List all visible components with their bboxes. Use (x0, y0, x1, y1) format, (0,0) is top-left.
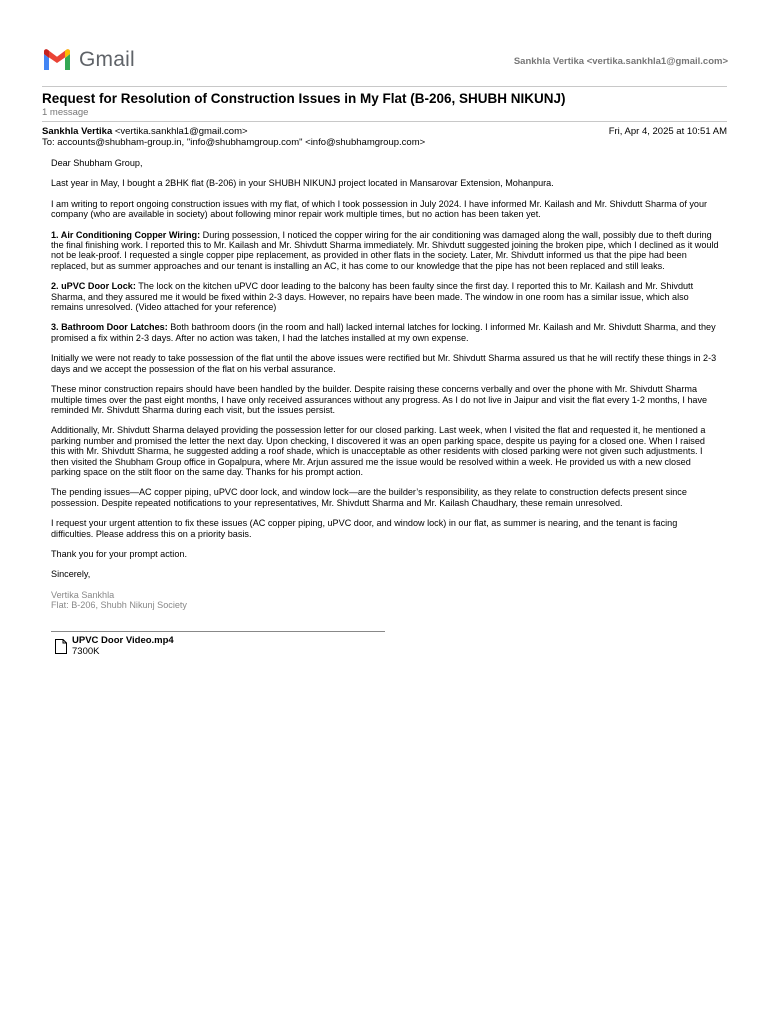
sender-line (42, 126, 248, 137)
issue-3 (51, 322, 719, 343)
sender-name: Sankhla Vertika (42, 126, 113, 137)
sender-email: <vertika.sankhla1@gmail.com> (114, 126, 248, 137)
file-icon (55, 639, 67, 654)
signature-flat: Flat: B-206, Shubh Nikunj Society (51, 600, 187, 611)
issue-1 (51, 230, 719, 272)
attachment-divider (51, 631, 385, 632)
body-paragraph: Initially we were not ready to take possession of the flat until the above issues were rectified but Mr. Shivdutt Sharma assured us that he will rectify these things in 2-3 days and we accept the possession of the flat on his verbal assurance. (51, 353, 717, 374)
email-subject: Request for Resolution of Construction Issues in My Flat (B-206, SHUBH NIKUNJ) (42, 91, 566, 106)
body-paragraph: Thank you for your prompt action. (51, 548, 187, 559)
recipients-line: To: accounts@shubham-group.in, "info@shubhamgroup.com" <info@shubhamgroup.com> (42, 137, 426, 148)
gmail-wordmark: Gmail (79, 48, 135, 71)
account-label: Sankhla Vertika <vertika.sankhla1@gmail.com> (513, 56, 728, 67)
body-paragraph: These minor construction repairs should have been handled by the builder. Despite raising these concerns verbally and over the phone with Mr. Shivdutt Sharma multiple times over the past eight months, I have only received assurances without any progress. As I do not live in Jaipur and visit the flat every 1-2 months, I have reminded Mr. Shivdutt Sharma during each visit, but the issues persist. (51, 384, 708, 415)
issue-title: 1. Air Conditioning Copper Wiring: (51, 229, 201, 240)
attachment[interactable] (55, 635, 174, 657)
body-paragraph: The pending issues—AC copper piping, uPVC door lock, and window lock—are the builder’s responsibility, as they relate to construction defects present since possession. Despite repeated notifications to your representatives, Mr. Shivdutt Sharma and Mr. Kailash Chaudhary, these remain unresolved. (51, 487, 687, 508)
body-paragraph: I am writing to report ongoing construction issues with my flat, of which I took possession in July 2024. I have informed Mr. Kailash and Mr. Shivdutt Sharma of your company (who are available in society) about following minor repair work multiple times, but no action has been taken yet. (51, 198, 708, 220)
greeting: Dear Shubham Group, (51, 158, 143, 168)
issue-2 (51, 281, 719, 312)
message-count: 1 message (42, 107, 89, 118)
message-body (51, 158, 719, 611)
attachment-info (72, 635, 174, 657)
signature (51, 590, 719, 611)
body-paragraph: Additionally, Mr. Shivdutt Sharma delayed providing the possession letter for our closed parking. Last week, when I visited the flat and requested it, he mentioned a parking number and promised the letter the next day. Upon checking, I discovered it was an open parking space, despite us paying for a closed one. When I raised this with Mr. Shivdutt Sharma, he suggested adding a roof shade, which is unacceptable as other residents with closed parking were not given such adjustments. I then visited the Shubham Group office in Gopalpura, where Mr. Arjun assured me the issue would be resolved within a week. He provided us with a new closed parking space on the stilt floor on the same day. Thanks for his prompt action. (51, 425, 706, 477)
issue-text: The lock on the kitchen uPVC door leading to the balcony has been faulty since the first day. I reported this to Mr. Kailash and Mr. Shivdutt Sharma, and they assured me it would be fixed within 2-3 days. However, no repairs have been made. The window in one room has a similar issue, which also remains unresolved. (Video attached for your reference) (51, 281, 694, 313)
gmail-logo (42, 48, 135, 72)
body-paragraph: Last year in May, I bought a 2BHK flat (B-206) in your SHUBH NIKUNJ project located in Mansarovar Extension, Mohanpura. (51, 178, 554, 189)
gmail-header (42, 48, 728, 76)
issue-title: 2. uPVC Door Lock: (51, 281, 136, 292)
body-paragraph: I request your urgent attention to fix these issues (AC copper piping, uPVC door, and window lock) in our flat, as summer is nearing, and the tenant is facing difficulties. Please address this on a priority basis. (51, 518, 678, 539)
issue-title: 3. Bathroom Door Latches: (51, 322, 168, 333)
signature-name: Vertika Sankhla (51, 589, 115, 600)
closing: Sincerely, (51, 569, 91, 580)
header-divider (42, 86, 727, 87)
message-date: Fri, Apr 4, 2025 at 10:51 AM (608, 126, 727, 137)
subject-divider (42, 121, 727, 122)
issue-text: Both bathroom doors (in the room and hall) lacked internal latches for locking. I informed Mr. Kailash and Mr. Shivdutt Sharma, and they promised a fix within 2-3 days. After no action was taken, I had the latches installed at my own expense. (51, 322, 716, 343)
issue-text: During possession, I noticed the copper wiring for the air conditioning was damaged along the wall, possibly due to theft during the final finishing work. I reported this to Mr. Kailash and Mr. Shivdutt Sharma immediately. Mr. Shivdutt suggested joining the broken pipe, which I declined as it would not be leak-proof. I requested a single copper pipe replacement, as provided in other flats in the society. Later, Mr. Shivdutt informed us that the pipe had been replaced, but as summer approaches and our tenant is installing an AC, it has come to our knowledge that the pipe has not been replaced and still leaks. (51, 229, 719, 271)
attachment-name[interactable]: UPVC Door Video.mp4 (72, 635, 174, 646)
gmail-m-icon (42, 48, 72, 72)
attachment-size: 7300K (72, 646, 100, 657)
